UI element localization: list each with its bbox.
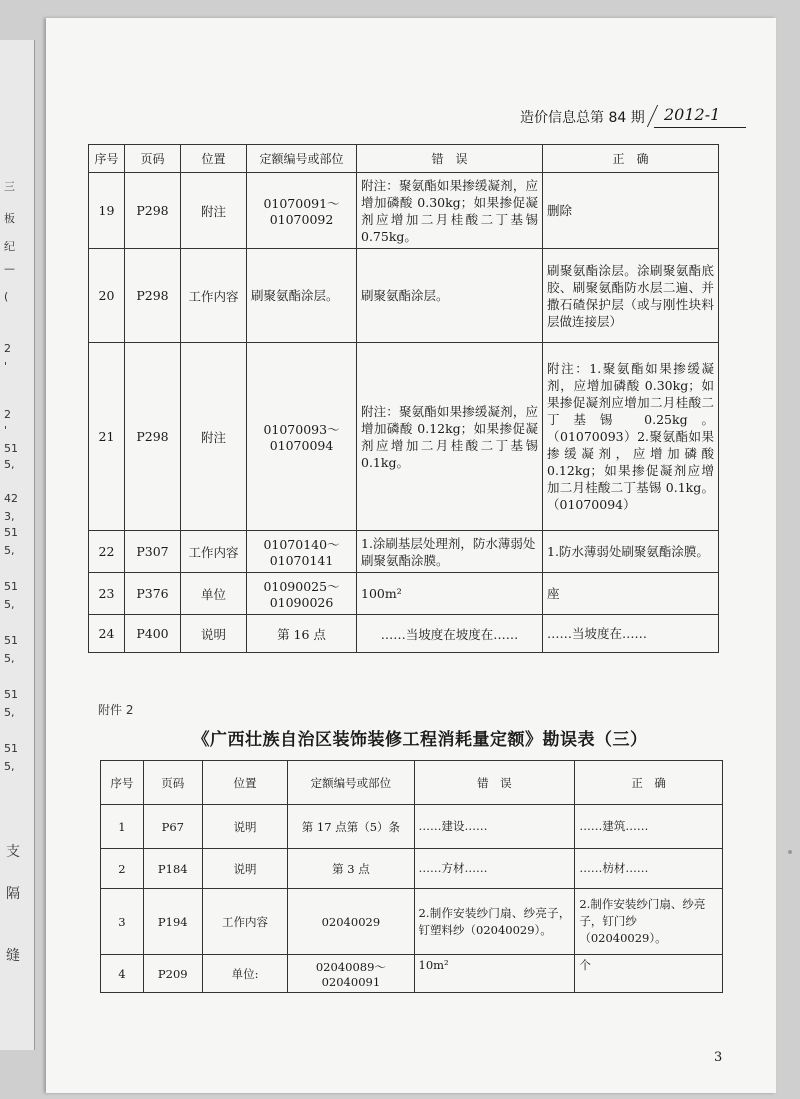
cell-right: ……当坡度在……: [543, 615, 719, 653]
cell-code: 刷聚氨酯涂层。: [247, 249, 357, 343]
cell-right: 1.防水薄弱处刷聚氨酯涂膜。: [543, 531, 719, 573]
errata-table-2: [100, 760, 723, 993]
cell-right: 刷聚氨酯涂层。涂刷聚氨酯底胶、刷聚氨酯防水层二遍、并撒石碴保护层（或与刚性块料层做连接层）: [543, 249, 719, 343]
table-row: [101, 849, 723, 889]
left-page-fragment: 板: [4, 212, 15, 225]
header-position: 位置: [181, 145, 247, 173]
left-page-fragment: 2: [4, 342, 11, 355]
left-page-fragment: 51: [4, 442, 18, 455]
cell-no: 19: [89, 173, 125, 249]
left-page-fragment: 51: [4, 580, 18, 593]
left-page-fragment: 三: [4, 180, 15, 193]
cell-code: 01070140～01070141: [247, 531, 357, 573]
cell-position: 附注: [181, 173, 247, 249]
issue-label: 造价信息总第 84 期: [520, 110, 645, 126]
cell-right: 附注：1.聚氨酯如果掺缓凝剂，应增加磷酸 0.30kg；如果掺促凝剂应增加二月桂酸二丁基锡 0.25kg。（01070093）2.聚氨酯如果掺缓凝剂，应增加磷酸 0.12kg；如果掺促凝剂应增加二月桂酸二丁基锡 0.1kg。（01070094）: [543, 343, 719, 531]
cell-code: 第 3 点: [288, 849, 414, 889]
header-page: 页码: [125, 145, 181, 173]
cell-page: P298: [125, 343, 181, 531]
page-number: 3: [714, 1050, 723, 1065]
left-page-fragment: 5,: [4, 760, 15, 773]
cell-page: P400: [125, 615, 181, 653]
left-page-fragment: (: [4, 290, 9, 303]
left-page-fragment: 51: [4, 526, 18, 539]
cell-no: 21: [89, 343, 125, 531]
header-position: 位置: [202, 761, 288, 805]
table-row: [101, 889, 723, 955]
running-header: [516, 103, 751, 129]
left-page-fragment: 42: [4, 492, 18, 505]
issue-year: 2012-1: [664, 105, 721, 124]
cell-wrong: ……当坡度在坡度在……: [357, 615, 543, 653]
header-code: 定额编号或部位: [288, 761, 414, 805]
table-row: [89, 531, 719, 573]
errata-table-1: [88, 144, 719, 653]
left-page-fragment: ': [4, 360, 8, 373]
left-page-fragment: 2: [4, 408, 11, 421]
cell-wrong: 刷聚氨酯涂层。: [357, 249, 543, 343]
cell-position: 说明: [181, 615, 247, 653]
cell-right: 2.制作安装纱门扇、纱亮子，钉门纱（02040029）。: [575, 889, 723, 955]
table-row: [89, 173, 719, 249]
cell-wrong: 10m²: [414, 955, 575, 993]
left-page-fragment: 缝: [6, 948, 20, 964]
cell-wrong: ……建设……: [414, 805, 575, 849]
left-page-fragment: 5,: [4, 652, 15, 665]
cell-wrong: 1.涂刷基层处理剂，防水薄弱处刷聚氨酯涂膜。: [357, 531, 543, 573]
cell-right: ……枋材……: [575, 849, 723, 889]
cell-wrong: ……方材……: [414, 849, 575, 889]
left-page-fragment: 3,: [4, 510, 15, 523]
cell-page: P298: [125, 249, 181, 343]
cell-page: P298: [125, 173, 181, 249]
cell-position: 单位: [181, 573, 247, 615]
table-row: [101, 955, 723, 993]
left-page-fragment: 5,: [4, 458, 15, 471]
cell-code: 第 17 点第（5）条: [288, 805, 414, 849]
left-page-fragment: 51: [4, 634, 18, 647]
left-page-fragment: 5,: [4, 598, 15, 611]
attachment-label: 附件 2: [98, 703, 134, 717]
cell-wrong: 附注：聚氨酯如果掺缓凝剂，应增加磷酸 0.12kg；如果掺促凝剂应增加二月桂酸二丁基锡 0.1kg。: [357, 343, 543, 531]
cell-position: 说明: [202, 805, 288, 849]
table-row: [101, 805, 723, 849]
header-page: 页码: [143, 761, 202, 805]
header-no: 序号: [101, 761, 144, 805]
cell-right: ……建筑……: [575, 805, 723, 849]
cell-no: 1: [101, 805, 144, 849]
cell-code: 01070093～01070094: [247, 343, 357, 531]
cell-wrong: 附注：聚氨酯如果掺缓凝剂，应增加磷酸 0.30kg；如果掺促凝剂应增加二月桂酸二丁基锡 0.75kg。: [357, 173, 543, 249]
header-no: 序号: [89, 145, 125, 173]
cell-position: 工作内容: [181, 531, 247, 573]
cell-page: P209: [143, 955, 202, 993]
cell-code: 第 16 点: [247, 615, 357, 653]
left-page-fragment: 5,: [4, 544, 15, 557]
cell-page: P184: [143, 849, 202, 889]
table-header-row: [89, 145, 719, 173]
scan-speck: [788, 850, 792, 854]
cell-no: 22: [89, 531, 125, 573]
cell-page: P194: [143, 889, 202, 955]
left-page-fragment: 51: [4, 688, 18, 701]
left-page-edge: [0, 40, 35, 1050]
cell-page: P307: [125, 531, 181, 573]
left-page-fragment: 51: [4, 742, 18, 755]
cell-code: 01070091～01070092: [247, 173, 357, 249]
cell-wrong: 100m²: [357, 573, 543, 615]
cell-no: 4: [101, 955, 144, 993]
table-row: [89, 573, 719, 615]
cell-page: P67: [143, 805, 202, 849]
cell-code: 02040029: [288, 889, 414, 955]
document-page: [46, 18, 776, 1093]
cell-position: 工作内容: [202, 889, 288, 955]
header-slash: [647, 105, 658, 127]
cell-no: 23: [89, 573, 125, 615]
cell-position: 工作内容: [181, 249, 247, 343]
left-page-fragment: 5,: [4, 706, 15, 719]
cell-position: 单位:: [202, 955, 288, 993]
left-page-fragment: ': [4, 424, 8, 437]
cell-code: 01090025～01090026: [247, 573, 357, 615]
left-page-fragment: 纪: [4, 240, 15, 253]
cell-right: 删除: [543, 173, 719, 249]
table-row: [89, 615, 719, 653]
cell-page: P376: [125, 573, 181, 615]
table-row: [89, 343, 719, 531]
header-code: 定额编号或部位: [247, 145, 357, 173]
header-right: 正 确: [575, 761, 723, 805]
cell-wrong: 2.制作安装纱门扇、纱亮子，钉塑料纱（02040029）。: [414, 889, 575, 955]
cell-code: 02040089～02040091: [288, 955, 414, 993]
table-row: [89, 249, 719, 343]
header-wrong: 错 误: [357, 145, 543, 173]
left-page-fragment: —: [4, 262, 15, 275]
left-page-fragment: 隔: [6, 886, 20, 902]
header-underline: [654, 127, 746, 128]
cell-right: 座: [543, 573, 719, 615]
cell-no: 20: [89, 249, 125, 343]
header-wrong: 错 误: [414, 761, 575, 805]
cell-right: 个: [575, 955, 723, 993]
cell-position: 说明: [202, 849, 288, 889]
table-header-row: [101, 761, 723, 805]
cell-no: 2: [101, 849, 144, 889]
left-page-fragment: 支: [6, 844, 20, 860]
table-2-title: 《广西壮族自治区装饰装修工程消耗量定额》勘误表（三）: [192, 730, 648, 750]
cell-position: 附注: [181, 343, 247, 531]
cell-no: 3: [101, 889, 144, 955]
header-right: 正 确: [543, 145, 719, 173]
cell-no: 24: [89, 615, 125, 653]
